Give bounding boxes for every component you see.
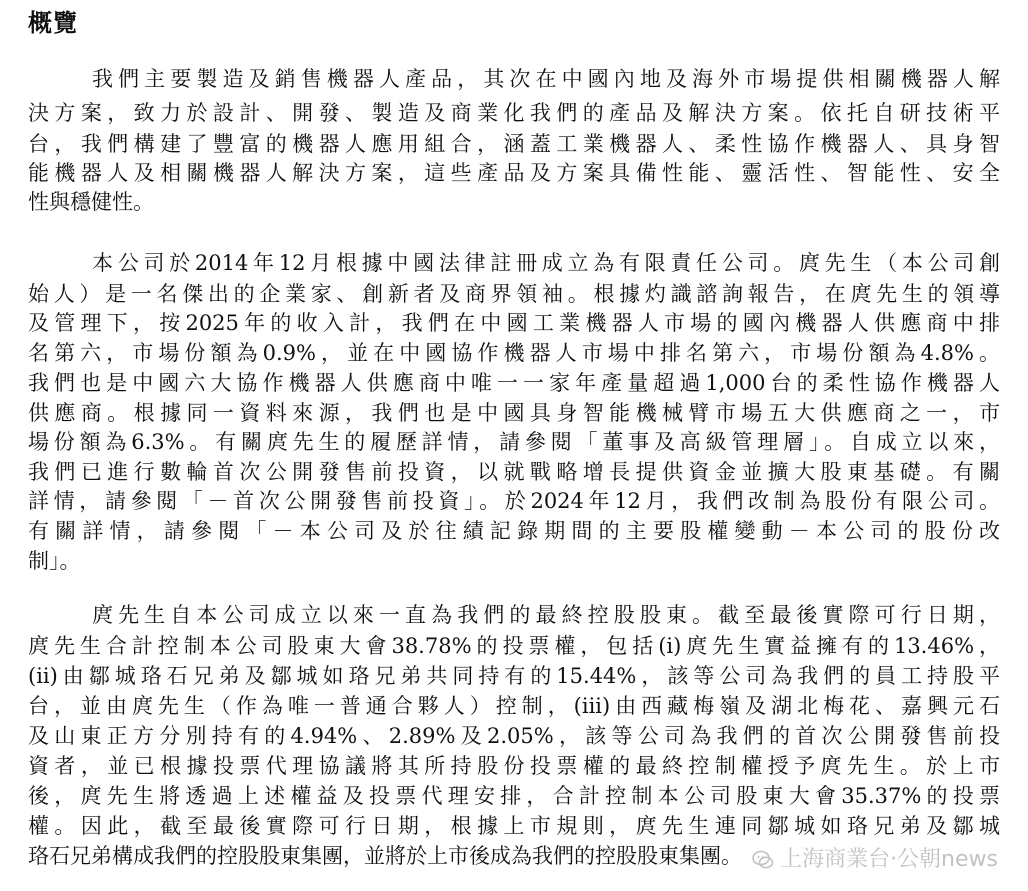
paragraph-2-line-10: 有關詳情，請參閱「－本公司及於往績記錄期間的主要股權變動－本公司的股份改	[28, 519, 1000, 543]
paragraph-1-line-1: 我們主要製造及銷售機器人產品，其次在中國內地及海外市場提供相關機器人解	[92, 67, 1000, 91]
paragraph-3-line-5: 及山東正方分別持有的4.94%、2.89%及2.05%，該等公司為我們的首次公開發售前投	[28, 724, 1000, 748]
wechat-icon	[752, 849, 774, 871]
paragraph-3-line-4: 台，並由庹先生（作為唯一普通合夥人）控制，(iii)由西藏梅嶺及湖北梅花、嘉興元石	[28, 694, 1000, 718]
paragraph-2-line-11: 制」。	[28, 549, 81, 573]
paragraph-2-line-8: 我們已進行數輪首次公開發售前投資，以就戰略增長提供資金並擴大股東基礎。有關	[28, 460, 1000, 484]
paragraph-1-line-2: 決方案，致力於設計、開發、製造及商業化我們的產品及解決方案。依托自研技術平	[28, 101, 1000, 125]
paragraph-2-line-5: 我們也是中國六大協作機器人供應商中唯一一家年產量超過1,000台的柔性協作機器人	[28, 371, 1000, 395]
paragraph-2-line-6: 供應商。根據同一資料來源，我們也是中國具身智能機械臂市場五大供應商之一，市	[28, 401, 1000, 425]
paragraph-2-line-3: 及管理下，按2025年的收入計，我們在中國工業機器人市場的國內機器人供應商中排	[28, 311, 1000, 335]
paragraph-2-line-2: 始人）是一名傑出的企業家、創新者及商界領袖。根據灼識諮詢報告，在庹先生的領導	[28, 282, 1000, 306]
paragraph-3-line-2: 庹先生合計控制本公司股東大會38.78%的投票權，包括(i)庹先生實益擁有的13.46%，	[28, 634, 1000, 658]
section-heading: 概覽	[28, 9, 78, 37]
paragraph-3-line-9: 珞石兄弟構成我們的控股股東集團，並將於上市後成為我們的控股股東集團。	[28, 844, 742, 868]
paragraph-3-line-6: 資者，並已根據投票代理協議將其所持股份投票權的最終控制權授予庹先生。於上市	[28, 754, 1000, 778]
paragraph-3-line-8: 權。因此，截至最後實際可行日期，根據上市規則，庹先生連同鄒城如珞兄弟及鄒城	[28, 814, 1000, 838]
watermark	[752, 847, 998, 873]
paragraph-2-line-7: 場份額為6.3%。有關庹先生的履歷詳情，請參閱「董事及高級管理層」。自成立以來，	[28, 430, 1000, 454]
paragraph-2-line-9: 詳情，請參閱「－首次公開發售前投資」。於2024年12月，我們改制為股份有限公司。	[28, 489, 1000, 513]
paragraph-1-line-3: 台，我們構建了豐富的機器人應用組合，涵蓋工業機器人、柔性協作機器人、具身智	[28, 132, 1000, 156]
paragraph-2-line-1: 本公司於2014年12月根據中國法律註冊成立為有限責任公司。庹先生（本公司創	[92, 251, 1000, 275]
paragraph-3-line-7: 後，庹先生將透過上述權益及投票代理安排，合計控制本公司股東大會35.37%的投票	[28, 784, 1000, 808]
paragraph-3-line-3: (ii)由鄒城珞石兄弟及鄒城如珞兄弟共同持有的15.44%，該等公司為我們的員工持股平	[28, 664, 1000, 688]
paragraph-3-line-1: 庹先生自本公司成立以來一直為我們的最終控股股東。截至最後實際可行日期，	[92, 603, 1000, 627]
paragraph-2-line-4: 名第六，市場份額為0.9%，並在中國協作機器人市場中排名第六，市場份額為4.8%。	[28, 341, 1000, 365]
paragraph-1-line-4: 能機器人及相關機器人解決方案，這些產品及方案具備性能、靈活性、智能性、安全	[28, 161, 1000, 185]
watermark-text: 上海商業台·公朝news	[780, 847, 998, 872]
paragraph-1-line-5: 性與穩健性。	[28, 190, 154, 214]
